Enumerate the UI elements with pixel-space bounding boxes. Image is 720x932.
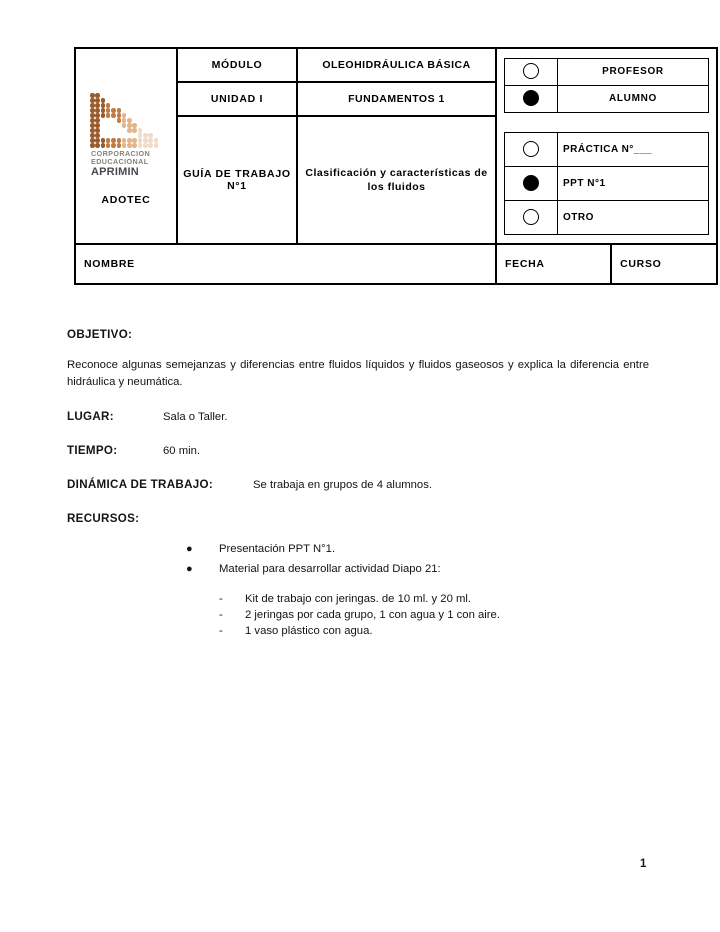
list-item xyxy=(219,624,649,639)
dash-icon: - xyxy=(219,609,223,621)
check-row-ppt[interactable] xyxy=(505,166,709,200)
field-fecha-curso-wrap xyxy=(496,244,717,284)
logo-wordmark-aprimin: APRIMIN xyxy=(91,166,139,178)
dash-icon: - xyxy=(219,625,223,637)
heading-objetivo: OBJETIVO: xyxy=(67,328,133,341)
value-dinamica: Se trabaja en grupos de 4 alumnos. xyxy=(253,479,432,491)
row-dinamica xyxy=(67,477,649,493)
label-dinamica: DINÁMICA DE TRABAJO: xyxy=(67,478,213,491)
list-item xyxy=(186,541,649,557)
logo-line-educacional: EDUCACIONAL xyxy=(91,157,149,166)
logo-cell xyxy=(75,48,177,244)
radio-profesor-icon[interactable] xyxy=(523,63,539,79)
value-tiempo: 60 min. xyxy=(163,445,201,457)
radio-otro-icon[interactable] xyxy=(523,209,539,225)
list-item-label: Kit de trabajo con jeringas. de 10 ml. y 20 ml. xyxy=(245,593,472,605)
label-modulo: MÓDULO xyxy=(177,48,297,82)
field-curso[interactable]: CURSO xyxy=(611,245,716,283)
logo-block xyxy=(89,93,163,206)
list-item xyxy=(219,608,649,623)
label-unidad: UNIDAD I xyxy=(177,82,297,116)
role-checkbox-table xyxy=(504,58,709,113)
label-alumno: ALUMNO xyxy=(558,85,709,112)
checkbox-cell-profesor[interactable] xyxy=(505,58,558,85)
header-row-fields xyxy=(75,244,717,284)
label-practica: PRÁCTICA N°___ xyxy=(558,132,709,166)
list-item-label: 2 jeringas por cada grupo, 1 con agua y 1 con aire. xyxy=(245,609,500,621)
label-tiempo: TIEMPO: xyxy=(67,444,118,457)
label-ppt: PPT N°1 xyxy=(558,166,709,200)
row-lugar xyxy=(67,409,649,425)
radio-alumno-icon[interactable] xyxy=(523,90,539,106)
checkbox-panel xyxy=(496,48,717,244)
label-lugar: LUGAR: xyxy=(67,410,114,423)
checkbox-cell-otro[interactable] xyxy=(505,200,558,234)
row-tiempo xyxy=(67,443,649,459)
recursos-bullet-list xyxy=(67,541,649,577)
aprimin-logo-icon xyxy=(90,93,162,150)
document-body xyxy=(67,327,649,640)
checkbox-cell-practica[interactable] xyxy=(505,132,558,166)
label-otro: OTRO xyxy=(558,200,709,234)
radio-practica-icon[interactable] xyxy=(523,141,539,157)
check-row-otro[interactable] xyxy=(505,200,709,234)
org-name-adotec: ADOTEC xyxy=(101,194,151,206)
checkbox-cell-alumno[interactable] xyxy=(505,85,558,112)
label-profesor: PROFESOR xyxy=(558,58,709,85)
value-modulo: OLEOHIDRÁULICA BÁSICA xyxy=(297,48,496,82)
header-row-modulo xyxy=(75,48,717,82)
field-fecha[interactable]: FECHA xyxy=(505,258,545,270)
header-info-table xyxy=(74,47,718,285)
list-item-label: Presentación PPT N°1. xyxy=(219,543,336,555)
check-row-alumno[interactable] xyxy=(505,85,709,112)
list-item-label: 1 vaso plástico con agua. xyxy=(245,625,373,637)
radio-ppt-icon[interactable] xyxy=(523,175,539,191)
recursos-sub-list xyxy=(67,592,649,639)
value-guia: Clasificación y características de los fluidos xyxy=(297,116,496,244)
list-item-label: Material para desarrollar actividad Diapo 21: xyxy=(219,563,441,575)
value-unidad: FUNDAMENTOS 1 xyxy=(297,82,496,116)
logo-line-corporacion: CORPORACION xyxy=(91,149,151,158)
dash-icon: - xyxy=(219,593,223,605)
page-number: 1 xyxy=(640,858,647,870)
field-nombre[interactable]: NOMBRE xyxy=(75,244,496,284)
check-row-practica[interactable] xyxy=(505,132,709,166)
paragraph-objetivo: Reconoce algunas semejanzas y diferencias entre fluidos líquidos y fluidos gaseosos y explica la diferencia entre hidráulica y neumática. xyxy=(67,359,649,388)
label-guia: GUÍA DE TRABAJO N°1 xyxy=(177,116,297,244)
bullet-icon: ● xyxy=(186,563,193,575)
type-checkbox-table xyxy=(504,132,709,235)
heading-recursos: RECURSOS: xyxy=(67,512,140,525)
list-item xyxy=(186,561,649,577)
checkbox-cell-ppt[interactable] xyxy=(505,166,558,200)
check-row-profesor[interactable] xyxy=(505,58,709,85)
value-lugar: Sala o Taller. xyxy=(163,411,228,423)
bullet-icon: ● xyxy=(186,543,193,555)
list-item xyxy=(219,592,649,607)
